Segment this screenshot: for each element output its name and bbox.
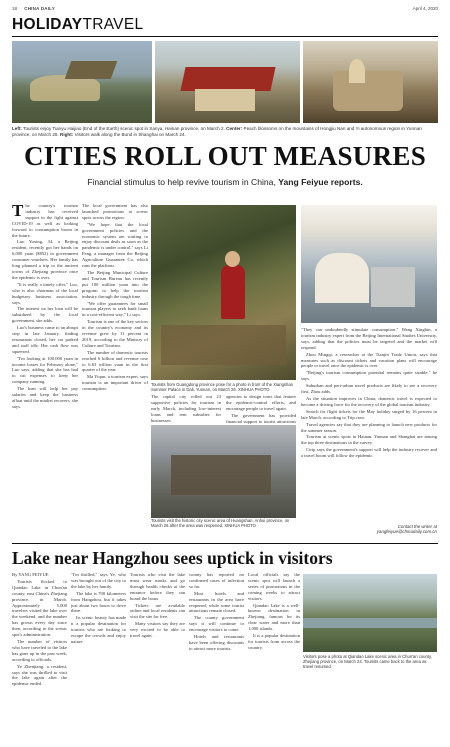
article-paragraph: Hotels and restaurants have been offering discounts to attract more tourists. (189, 634, 244, 651)
article-paragraph: "It is really a timely offer," Luo, who is also chairman of the local budgetary business association, says. (12, 281, 78, 305)
deck-byline: Yang Feiyue reports. (278, 177, 363, 187)
section-title-part1: HOLIDAY (12, 16, 83, 33)
article-paragraph: Zhou Mingqi, a researcher at the Tianjin Trade Union, says that measures such as discount tickets and vacation plans will encourage people to travel once the epidemic is over. (301, 351, 437, 369)
caption-center-label: Center: (226, 126, 243, 131)
caption-left-text: Tourists enjoy Tianyu Haijiao (End of the Earth) scenic spot in Sanya, Hainan province, on March 2. (23, 126, 225, 131)
caption-right-text: Visitors walk along the Bund in Shanghai on March 24. (74, 131, 186, 137)
photo-tourists (301, 205, 437, 323)
article-paragraph: It is a popular destination for tourists from across the country. (248, 633, 300, 650)
article-paragraph: The interest on her loan will be subsidized by the local government, she adds. (12, 306, 78, 324)
article2-column-1 (12, 572, 67, 742)
contact-label: Contact the writer at (397, 524, 437, 529)
article-paragraph: "Beijing's tourism consumption potential remains quite sizable," he says. (301, 370, 437, 382)
article-paragraph: Ma Yiqun, a tourism expert, says tourism is an important driver of consumption. (82, 374, 148, 392)
article-paragraph: The country's tourism industry has received support in the fight against COVID-19 as well as looking forward to consumption boom in the future. (12, 203, 78, 238)
photo-sanya (12, 41, 152, 123)
article1-column-2 (82, 203, 148, 540)
article-paragraph: "I'm thrilled," says Ye, who was brought out of the city to the lake by her family. (71, 572, 126, 589)
article-paragraph: The government has provided financial support to tourist attractions (226, 412, 296, 424)
deck-text: Financial stimulus to help revive tourism in China, (87, 177, 276, 187)
article-paragraph: The Beijing Municipal Culture and Tourism Bureau has recently put 100 million yuan into the program to help the tourism industry through the tough time. (82, 269, 148, 299)
article-paragraph: The local government has also launched promotions at scenic spots across the region. (82, 203, 148, 220)
photo-huangshan (151, 425, 296, 518)
publication-name: CHINA DAILY (24, 6, 55, 11)
article-paragraph: The lake is 700 kilometers from Hangzhou, but it takes just about two hours to drive there. (71, 590, 126, 614)
article2-column-5 (248, 572, 300, 742)
page-header-date: April 4, 2020 (412, 6, 438, 11)
article1-column-1 (12, 203, 78, 540)
section-title (12, 16, 143, 34)
caption-right-label: Right: (60, 131, 74, 137)
photo-bund (303, 41, 438, 123)
article-paragraph: Tourism is one of the key sectors in the country's economy and its revenue grew by 11 percent in 2019, according to the Ministry of Culture and Tourism. (82, 319, 148, 348)
article1-column-3 (151, 394, 221, 424)
section-title-part2: TRAVEL (82, 16, 144, 33)
article-paragraph: agencies to design tours that feature the epidemic-control efforts, and encourage people to travel again. (226, 394, 296, 411)
article-paragraph: "We hope that the local government policies and the economic system are waiting to enjoy discount deals as soon as the pandemic is under control," says Li Feng, a manager from the Beijing Agriculture Guarantee Co, which runs the platform. (82, 221, 148, 269)
contact-info (301, 524, 437, 535)
top-rule (12, 36, 438, 37)
article2-column-3 (130, 572, 185, 742)
article-paragraph: "They can undoubtedly stimulate consumption," Wang Xingbin, a tourism industry expert from the Beijing International Studies University, says, adding that the policies must be targeted and the market will respond. (301, 327, 437, 350)
article-paragraph: Ye Zhenjiang, a resident, says she was thrilled to visit the lake again after the epidemic ended. (12, 663, 67, 687)
article-paragraph: By YANG FEIYUE (12, 572, 49, 577)
article-paragraph: Tickets are available online and local residents can visit the site for free. (130, 602, 185, 620)
article-paragraph: The capital city rolled out 23 supportive policies for tourism in early March, including low-interest loans and rent subsidies for businesses. (151, 394, 221, 423)
top-photo-caption (12, 126, 438, 137)
main-headline: CITIES ROLL OUT MEASURES (23, 141, 427, 171)
article-paragraph: As the situation improves in China, domestic travel is expected to become a driving force for the recovery of the global tourism industry. (301, 395, 437, 407)
article-paragraph: Many visitors say they are very excited to be able to travel again. (130, 621, 185, 639)
article-paragraph: Tourists flocked to Qiandao Lake in Chun'an county, east China's Zhejiang province, in March. Approximately 5,000 travelers visited the lake over the weekend, and the number has grown every day since then, according to the scenic spot's administration. (12, 578, 67, 638)
mid-photo-caption: Tourists from Guangdong province pose for a photo in front of the Xiangshan Summer Palace in Dali, Yunnan, on March 26. XINHUA PHOTO (151, 382, 293, 392)
article-paragraph: Tourists who visit the lake must wear masks and go through health checks at the entrance before they can board the boats. (130, 572, 185, 601)
article-paragraph: Qiandao Lake is a well-known destination in Zhejiang, famous for its clear water and more than 1,000 islands. (248, 602, 300, 632)
article-paragraph: Travel agencies say that they are planning to launch new products for the summer season. (301, 421, 437, 433)
contact-email[interactable]: yangfeiyue@chinadaily.com.cn (376, 529, 437, 535)
article-paragraph: Luo's business came to an abrupt stop in late January, finding restaurants closed, her car parked and staff idle. Her cash flow was squeezed. (12, 325, 78, 354)
article-paragraph: Suburban and peri-urban travel products are likely to see a recovery first, Zhou adds. (301, 383, 437, 395)
article1-column-5 (301, 327, 437, 522)
article-paragraph: Luo Yuxing, 34, a Beijing resident, recently got her hands on 6,000 yuan ($852) in government consumer vouchers. Her family has long planned a trip to the ancient towns of Zhejiang province once the epidemic is over. (12, 239, 78, 280)
page-number: 18 (12, 6, 18, 11)
article-paragraph: Its scenic beauty has made it a popular destination for tourists who are looking to escape the crowds and enjoy nature. (71, 615, 126, 644)
article-paragraph: The loan will help her pay salaries and keep the business afloat until the market recovers, she says. (12, 386, 78, 409)
page-header-bar (12, 6, 438, 14)
deck (0, 177, 450, 187)
lake-photo-caption: Visitors pose a photo at Qiandao Lake scenic area in Chun'an county, Zhejiang province, on March 24. Tourists came back to the area as travel resumed. (303, 654, 432, 669)
article-paragraph: Most hotels and restaurants in the area have reopened, while some tourist attractions remain closed. (189, 590, 244, 614)
article-paragraph: Local officials say the scenic spot will launch a series of promotions in the coming weeks to attract visitors. (248, 572, 300, 601)
article-paragraph: county has reported no confirmed cases of infection so far. (189, 572, 244, 589)
article-paragraph: Search for flight tickets for the May holiday surged by 16 percent in late March, according to Trip.com. (301, 408, 437, 420)
article2-column-4 (189, 572, 244, 742)
mid-rule (12, 543, 438, 544)
low-photo-caption: Tourists visit the historic city scenic area of Huangshan, Anhui province, on March 26 after the area was reopened. XINHUA PHOTO (151, 518, 290, 528)
photo-summer-palace (151, 205, 296, 380)
photo-qiandao-lake (303, 574, 437, 652)
article-paragraph: The number of domestic tourists reached 6 billion and revenue rose to 6.63 trillion yuan in the first quarter of the year. (82, 349, 148, 373)
second-headline: Lake near Hangzhou sees uptick in visitors (12, 548, 333, 568)
article1-column-4 (226, 394, 296, 424)
article-paragraph: The number of visitors who have traveled to the lake has gone up in the past week, according to officials. (12, 638, 67, 662)
article-paragraph: The county government says it will continue to encourage visitors to come. (189, 615, 244, 633)
caption-left-label: Left: (12, 126, 22, 131)
article-paragraph: "We offer guarantees for small tourism players to seek bank loans in a cost-efficient way," Li says. (82, 300, 148, 318)
page-header-left (12, 6, 55, 11)
caption-center-text: Peach blossoms on the mountains of Hongjiu Nan and Yi autonomous region in Yunnan province, on March 25. (12, 126, 422, 137)
article-paragraph: Tourism at scenic spots in Hainan, Yunnan and Shanghai are among the top three destinations in the survey. (301, 434, 437, 446)
article2-column-2 (71, 572, 126, 742)
drop-cap: T (12, 203, 24, 220)
article-paragraph: Ctrip says the government's support will help the industry recover and a travel boom will follow the epidemic. (301, 447, 437, 459)
photo-peach-blossoms (155, 41, 300, 123)
article-paragraph: "I'm looking at 100,000 yuan in income losses for February alone," Luo says, adding that she has had to cut expenses to keep her company running. (12, 355, 78, 385)
